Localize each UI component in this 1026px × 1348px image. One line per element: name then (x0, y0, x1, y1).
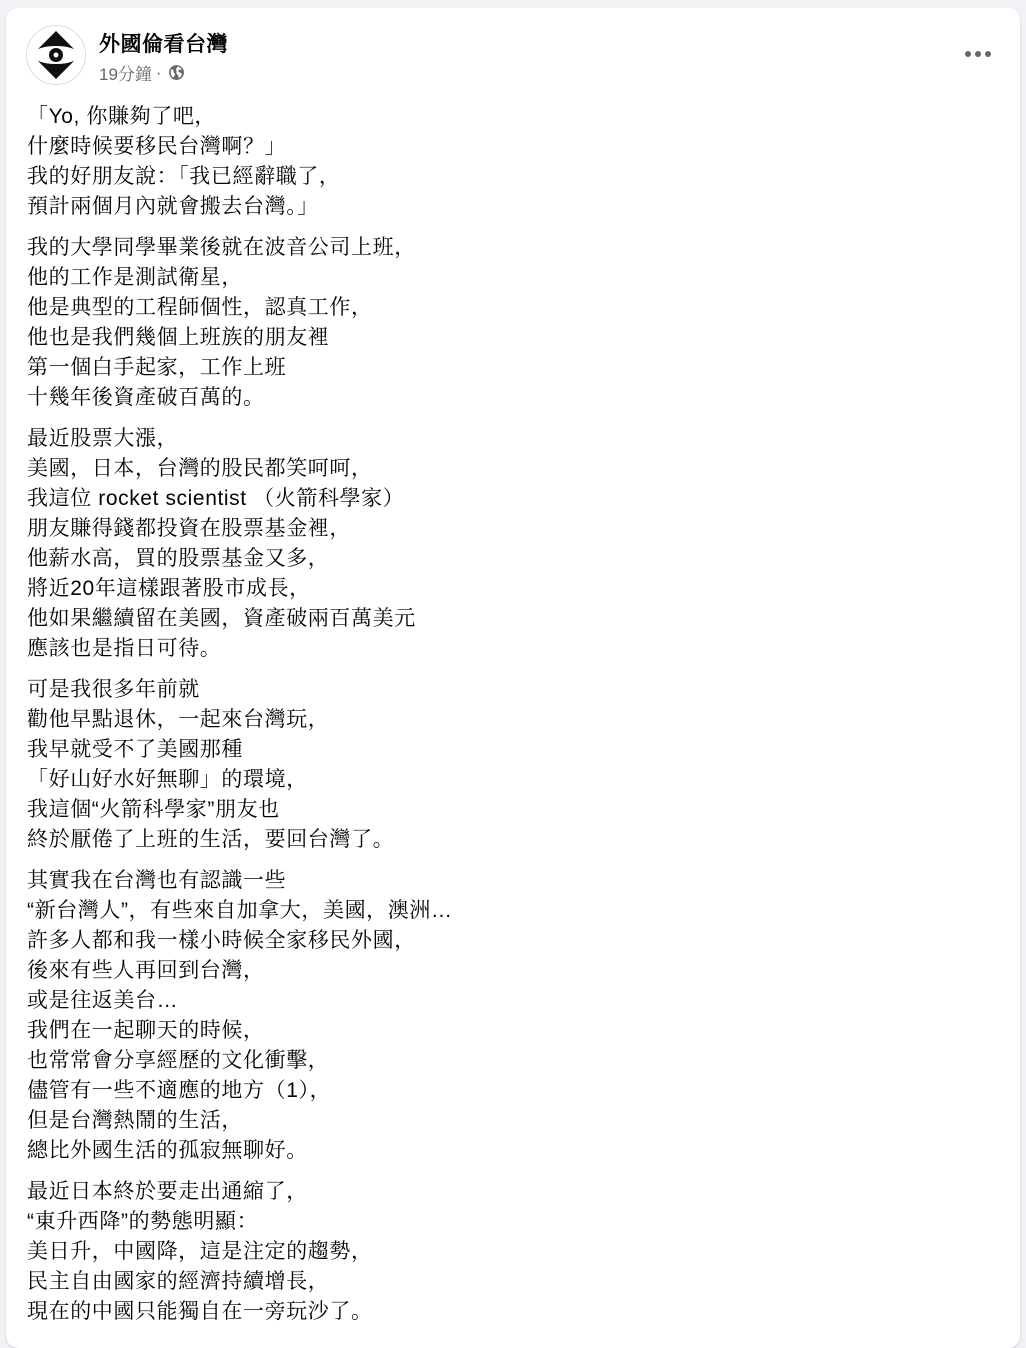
meta-separator: · (155, 62, 162, 82)
post-text-line: 終於厭倦了上班的生活，要回台灣了。 (27, 828, 395, 851)
page-avatar[interactable] (26, 25, 86, 85)
page-name[interactable]: 外國倫看台灣 (99, 33, 228, 56)
post-text-line: 可是我很多年前就 (27, 678, 200, 701)
post-text-line: 他的工作是測試衛星， (27, 266, 243, 289)
post-text-line: 其實我在台灣也有認識一些 (27, 869, 287, 892)
post-text-line: 將近20年這樣跟著股市成長， (27, 577, 311, 600)
post-text-line: 我們在一起聊天的時候， (27, 1019, 265, 1042)
more-options-button[interactable] (958, 36, 998, 72)
post-text-line: 第一個白手起家，工作上班 (27, 356, 287, 379)
post-text-line: 現在的中國只能獨自在一旁玩沙了。 (27, 1300, 373, 1323)
post-paragraph (27, 102, 987, 222)
post-text-line: 「好山好水好無聊」的環境， (27, 768, 308, 791)
post-paragraph (27, 424, 987, 664)
post-paragraph (27, 866, 987, 1166)
post-text-line: 我早就受不了美國那種 (27, 738, 243, 761)
post-paragraph (27, 675, 987, 855)
post-text-line: 但是台灣熱鬧的生活， (27, 1109, 243, 1132)
post-text-line: 他如果繼續留在美國，資產破兩百萬美元 (27, 607, 416, 630)
post-text-line: 他是典型的工程師個性，認真工作， (27, 296, 373, 319)
post-text-line: 美國，日本，台灣的股民都笑呵呵， (27, 457, 373, 480)
post-text-line: 我這個“火箭科學家”朋友也 (27, 798, 280, 821)
post-text-line: 我的好朋友說：「我已經辭職了， (27, 165, 341, 188)
post-text-line: 他薪水高，買的股票基金又多， (27, 547, 330, 570)
post-card (6, 8, 1020, 1348)
post-text-line: 勸他早點退休，一起來台灣玩， (27, 708, 330, 731)
more-options-icon-dot (985, 51, 991, 57)
post-meta (99, 60, 185, 85)
post-paragraph (27, 233, 987, 413)
post-text-line: 許多人都和我一樣小時候全家移民外國， (27, 929, 416, 952)
post-paragraph (27, 1177, 987, 1327)
post-text-line: 最近股票大漲， (27, 427, 179, 450)
post-text-line: 應該也是指日可待。 (27, 637, 222, 660)
post-text-line: 他也是我們幾個上班族的朋友裡 (27, 326, 330, 349)
post-text-line: 最近日本終於要走出通縮了， (27, 1180, 308, 1203)
post-text-line: 總比外國生活的孤寂無聊好。 (27, 1139, 308, 1162)
post-text-line: 什麼時候要移民台灣啊？」 (27, 135, 287, 158)
post-header (6, 8, 1020, 92)
post-text-line: 朋友賺得錢都投資在股票基金裡， (27, 517, 351, 540)
more-options-icon (965, 51, 971, 57)
post-text-line: 我這位 rocket scientist （火箭科學家） (27, 487, 405, 510)
post-body (27, 102, 987, 1338)
post-text-line: 我的大學同學畢業後就在波音公司上班， (27, 236, 416, 259)
more-options-icon-dot (975, 51, 981, 57)
post-text-line: 儘管有一些不適應的地方（1）， (27, 1079, 332, 1102)
post-text-line: “東升西降”的勢態明顯： (27, 1210, 259, 1233)
page-logo-icon (27, 26, 85, 84)
post-text-line: 十幾年後資產破百萬的。 (27, 386, 265, 409)
post-text-line: 或是往返美台… (27, 989, 179, 1012)
post-text-line: 也常常會分享經歷的文化衝擊， (27, 1049, 330, 1072)
globe-icon (168, 64, 185, 81)
post-text-line: 預計兩個月內就會搬去台灣。」 (27, 195, 319, 218)
post-text-line: 「Yo, 你賺夠了吧， (27, 105, 217, 128)
post-text-line: “新台灣人”，有些來自加拿大，美國，澳洲… (27, 899, 453, 922)
post-text-line: 後來有些人再回到台灣， (27, 959, 265, 982)
post-text-line: 美日升，中國降，這是注定的趨勢， (27, 1240, 373, 1263)
post-timestamp[interactable]: 19分鐘 (99, 65, 152, 84)
post-text-line: 民主自由國家的經濟持續增長， (27, 1270, 330, 1293)
